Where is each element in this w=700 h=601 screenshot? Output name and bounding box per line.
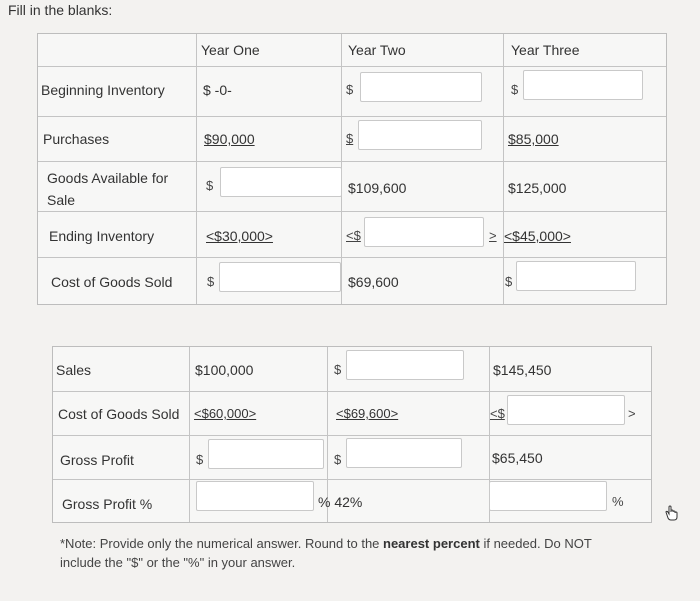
row-label-goods-available: Goods Available for Sale [47, 170, 169, 208]
ending-inventory-year-two-input[interactable] [364, 217, 484, 247]
col-header-year-three: Year Three [511, 42, 580, 58]
col-header-year-two: Year Two [348, 42, 406, 58]
instruction-note [60, 534, 620, 572]
note-text-end: if needed. Do NOT include the "$" or the "%" in your answer. [60, 536, 592, 570]
dollar-prefix: $ [206, 178, 214, 193]
beginning-inventory-year-one: $ -0- [203, 82, 232, 98]
gross-profit-year-one-input[interactable] [208, 439, 324, 469]
row-label-gross-profit-pct: Gross Profit % [62, 496, 153, 512]
col-divider [503, 34, 504, 304]
sales-year-one: $100,000 [195, 362, 254, 378]
ending-inventory-year-one: <$30,000> [206, 228, 273, 244]
cogs-year-one-input[interactable] [219, 262, 341, 292]
percent-suffix: % [612, 494, 624, 509]
beginning-inventory-year-three-input[interactable] [523, 70, 643, 100]
row-divider [38, 161, 666, 162]
gp-cogs-year-one: <$60,000> [194, 406, 257, 421]
gross-profit-year-three: $65,450 [492, 450, 543, 466]
row-label-ending-inventory: Ending Inventory [49, 228, 155, 244]
beginning-inventory-year-two-input[interactable] [360, 72, 482, 102]
row-divider [53, 391, 651, 392]
purchases-year-three: $85,000 [508, 131, 559, 147]
gross-profit-year-two-input[interactable] [346, 438, 462, 468]
dollar-prefix: $ [346, 82, 354, 97]
note-emphasis: nearest percent [383, 536, 480, 551]
sales-year-two-input[interactable] [346, 350, 464, 380]
hand-cursor-icon [662, 503, 682, 523]
gp-cogs-year-three-input[interactable] [507, 395, 625, 425]
note-text: *Note: Provide only the numerical answer. Round to the [60, 536, 384, 551]
purchases-year-two-input[interactable] [358, 120, 482, 150]
close-bracket-suffix: > [628, 406, 636, 421]
row-divider [38, 116, 666, 117]
goods-available-year-two: $109,600 [348, 180, 407, 196]
cogs-year-two: $69,600 [348, 274, 399, 290]
dollar-prefix: $ [334, 452, 342, 467]
sales-year-three: $145,450 [493, 362, 552, 378]
row-label-cogs: Cost of Goods Sold [51, 274, 173, 290]
negative-dollar-prefix: <$ [490, 406, 505, 421]
row-label-purchases: Purchases [43, 131, 110, 147]
goods-available-year-three: $125,000 [508, 180, 567, 196]
dollar-prefix: $ [505, 274, 513, 289]
row-label-gross-profit: Gross Profit [60, 452, 134, 468]
dollar-prefix: $ [196, 452, 204, 467]
gross-profit-pct-year-two: % 42% [318, 494, 363, 510]
purchases-year-one: $90,000 [204, 131, 255, 147]
row-divider [38, 66, 666, 67]
dollar-prefix: $ [511, 82, 519, 97]
close-bracket-marker: > [489, 228, 497, 243]
col-divider [196, 34, 197, 304]
row-divider [38, 211, 666, 212]
gross-profit-pct-year-one-input[interactable] [196, 481, 314, 511]
dollar-prefix: $ [334, 362, 342, 377]
col-header-year-one: Year One [201, 42, 260, 58]
cogs-year-three-input[interactable] [516, 261, 636, 291]
ending-inventory-year-three: <$45,000> [504, 228, 571, 244]
row-label-beginning-inventory: Beginning Inventory [41, 82, 165, 98]
page-heading: Fill in the blanks: [8, 2, 113, 18]
gross-profit-pct-year-three-input[interactable] [489, 481, 607, 511]
row-label-gp-cogs: Cost of Goods Sold [58, 406, 180, 422]
negative-dollar-prefix: <$ [346, 228, 361, 243]
row-divider [53, 479, 651, 480]
row-label-sales: Sales [56, 362, 92, 378]
row-divider [38, 257, 666, 258]
gp-cogs-year-two: <$69,600> [336, 406, 399, 421]
dollar-prefix: $ [346, 131, 354, 146]
row-divider [53, 435, 651, 436]
goods-available-year-one-input[interactable] [220, 167, 342, 197]
dollar-prefix: $ [207, 274, 215, 289]
